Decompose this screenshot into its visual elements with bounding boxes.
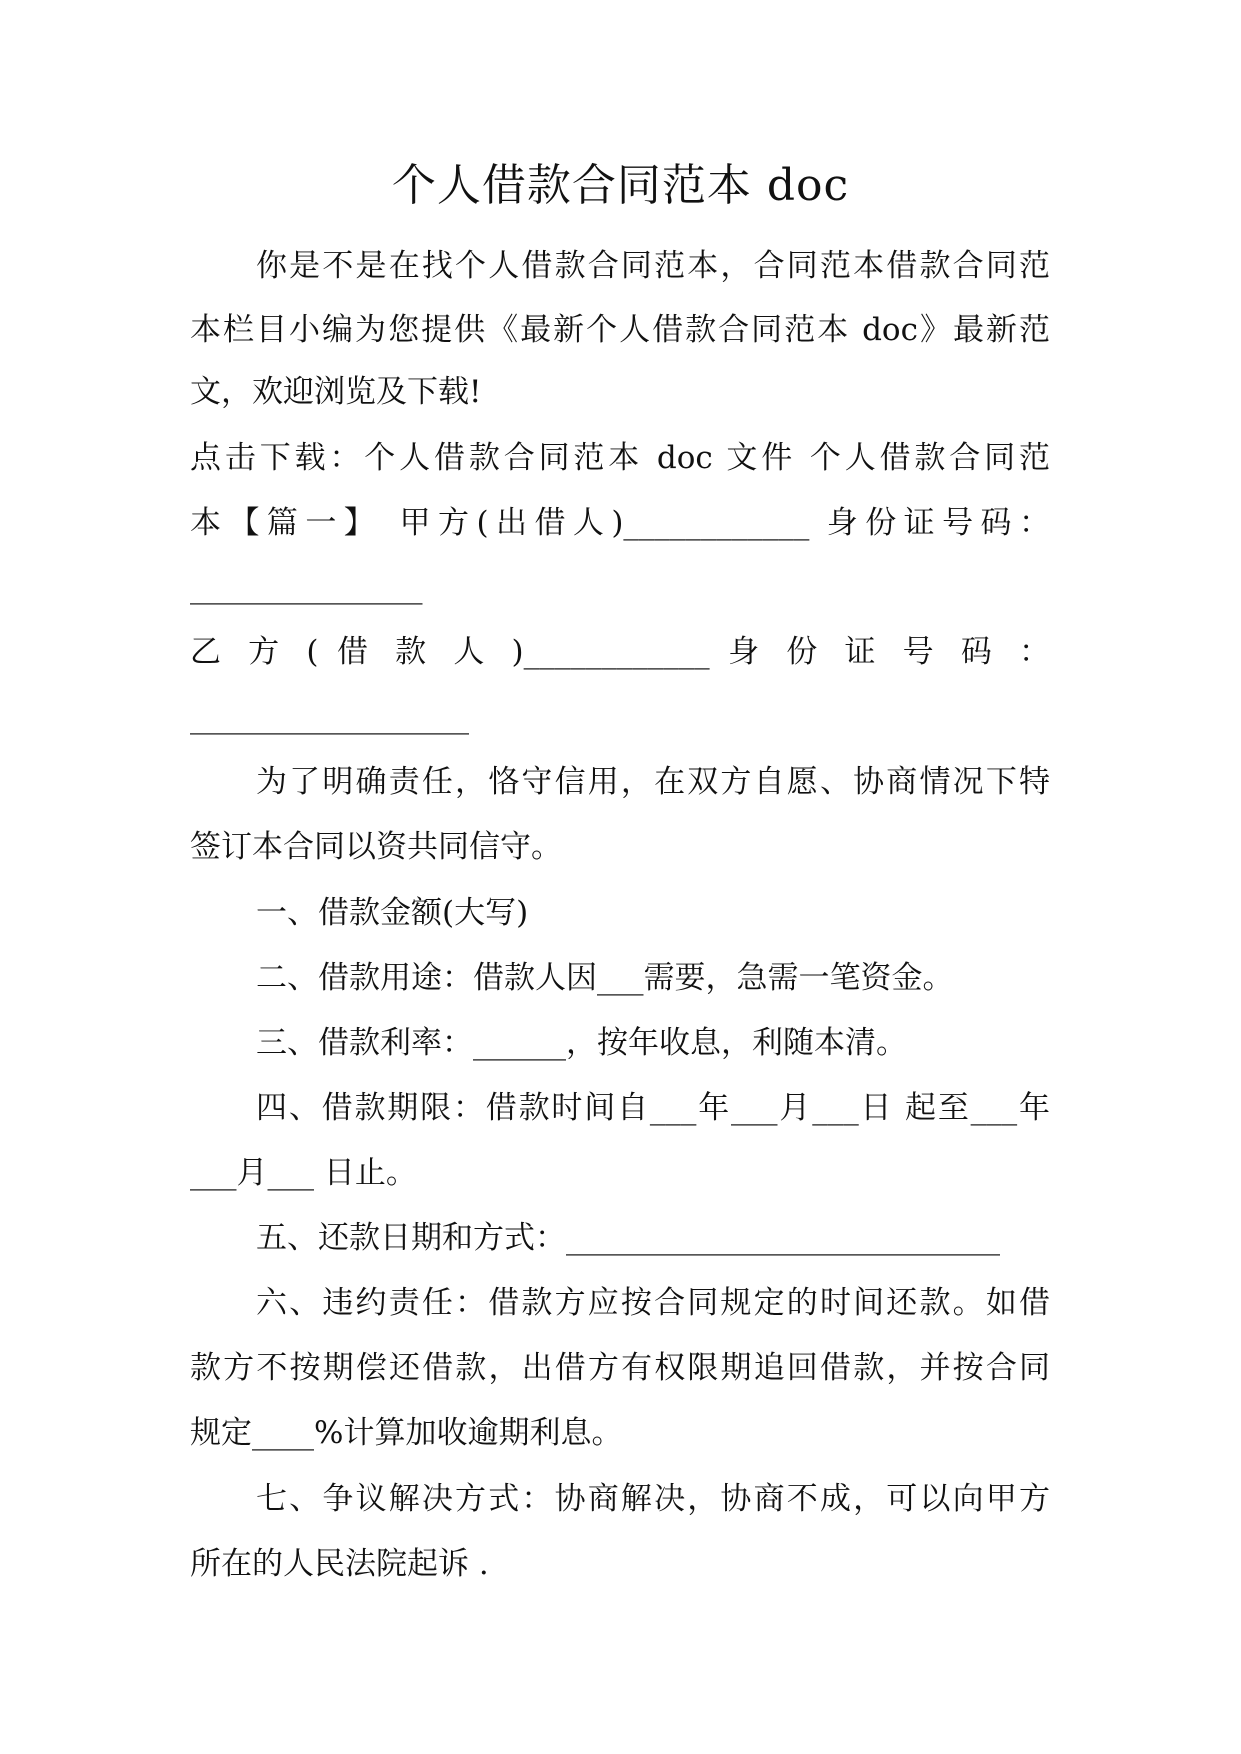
clause-line: 规定____%计算加收逾期利息。	[190, 1415, 623, 1451]
clause-line: 五、还款日期和方式：____________________________	[256, 1220, 1000, 1256]
paragraph-line: 点击下载：个人借款合同范本 doc 文件 个人借款合同范	[190, 440, 1050, 476]
paragraph-line: 为了明确责任，恪守信用，在双方自愿、协商情况下特	[256, 764, 1050, 800]
clause-line: 三、借款利率：______，按年收息，利随本清。	[256, 1025, 907, 1061]
clause-line: 二、借款用途：借款人因___需要，急需一笔资金。	[256, 960, 954, 996]
clause-line: 款方不按期偿还借款，出借方有权限期追回借款，并按合同	[190, 1350, 1050, 1386]
clause-line: 一、借款金额(大写)	[256, 895, 529, 931]
signature-blank-line: _______________	[190, 569, 423, 605]
paragraph-line: 签订本合同以资共同信守。	[190, 829, 562, 865]
clause-line: 六、违约责任：借款方应按合同规定的时间还款。如借	[256, 1285, 1050, 1321]
paragraph-line: 乙 方 ( 借 款 人 )____________ 身 份 证 号 码 ：	[190, 634, 1050, 670]
document-title: 个人借款合同范本 doc	[391, 160, 850, 211]
paragraph-line: 你是不是在找个人借款合同范本，合同范本借款合同范	[256, 248, 1050, 284]
signature-blank-line: __________________	[190, 699, 469, 735]
paragraph-line: 本【篇一】 甲方(出借人)____________ 身份证号码：	[190, 505, 1050, 541]
paragraph-line: 文，欢迎浏览及下载!	[190, 374, 482, 410]
clause-line: 所在的人民法院起诉 .	[190, 1546, 489, 1582]
paragraph-line: 本栏目小编为您提供《最新个人借款合同范本 doc》最新范	[190, 312, 1050, 348]
clause-line: ___月___ 日止。	[190, 1155, 417, 1191]
clause-line: 四、借款期限：借款时间自___年___月___日 起至___年	[256, 1090, 1050, 1126]
clause-line: 七、争议解决方式：协商解决，协商不成，可以向甲方	[256, 1481, 1050, 1517]
